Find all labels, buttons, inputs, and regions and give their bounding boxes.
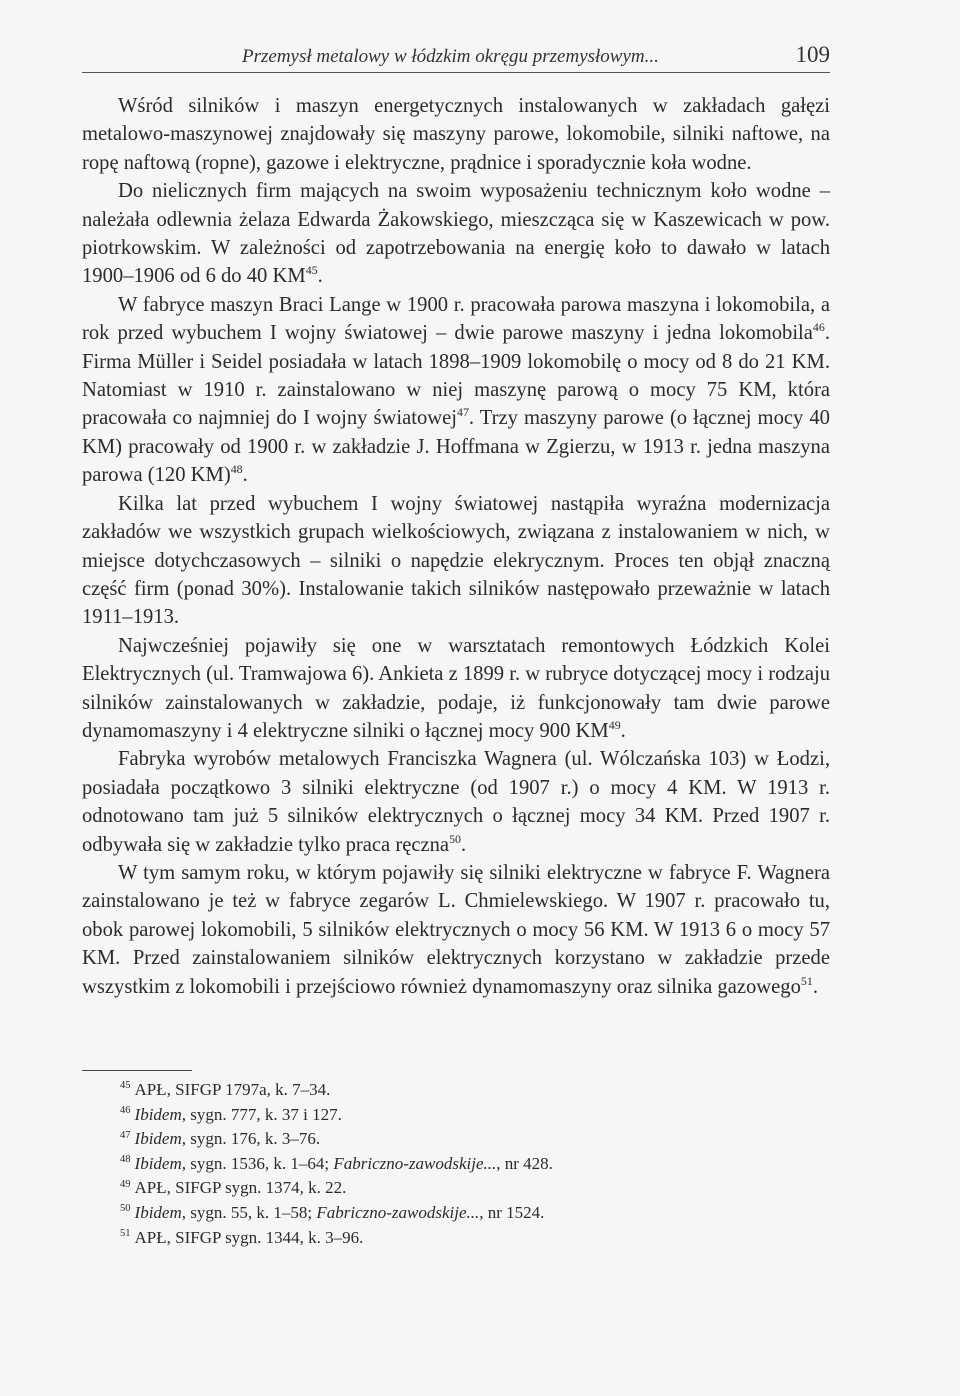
footnote-ref: 51 <box>800 973 813 988</box>
footnote <box>120 1103 820 1128</box>
footnote-italic: Fabriczno-zawodskije... <box>333 1153 497 1173</box>
text-run: Kilka lat przed wybuchem I wojny światowej nastąpiła wyraźna modernizacja zakładów we wszystkich grupach wielkościowych, związana z instalowaniem w nich, w miejsce dotychczasowych – silniki o napędzie elekrycznym. Proces ten objął znaczną część firm (ponad 30%). Instalowanie takich silników następowało przeważnie w latach 1911–1913. <box>82 492 830 629</box>
paragraph <box>82 632 830 746</box>
footnote-text: , sygn. 777, k. 37 i 127. <box>181 1104 342 1124</box>
footnote-text: APŁ, SIFGP sygn. 1374, k. 22. <box>134 1178 347 1198</box>
footnote-italic: Fabriczno-zawodskije... <box>316 1202 480 1222</box>
footnote-italic: Ibidem <box>134 1129 182 1149</box>
footnote-text: APŁ, SIFGP sygn. 1344, k. 3–96. <box>134 1227 364 1247</box>
text-run: . <box>461 833 467 856</box>
footnote-ref: 50 <box>449 831 462 846</box>
footnote-text: , nr 428. <box>496 1153 553 1173</box>
footnote-separator <box>82 1070 192 1071</box>
text-run: . <box>620 719 626 742</box>
text-run: . Trzy maszyny parowe (o łącznej mocy 40 KM) pracowały od 1900 r. w zakładzie J. Hoffmana w Zgierzu, w 1913 r. jedna maszyna parowa (120 KM) <box>82 407 830 487</box>
paragraph <box>82 859 830 1001</box>
footnote-number: 46 <box>120 1104 131 1116</box>
footnote-ref: 45 <box>305 263 318 278</box>
text-run: Najwcześniej pojawiły się one w warsztatach remontowych Łódzkich Kolei Elektrycznych (ul. Tramwajowa 6). Ankieta z 1899 r. w rubryce dotyczącej mocy i rodzaju silników zainstalowanych w zakładzie, podaje, iż funkcjonowały tam dwie parowe dynamomaszyny i 4 elektryczne silniki o łącznej mocy 900 KM <box>82 634 831 742</box>
text-run: Fabryka wyrobów metalowych Franciszka Wagnera (ul. Wólczańska 103) w Łodzi, posiadała początkowo 3 silniki elektryczne (od 1907 r.) o mocy 4 KM. W 1913 r. odnotowano tam już 5 silników elektrycznych o łącznej mocy 34 KM. Przed 1907 r. odbywała się w zakładzie tylko praca ręczna <box>82 748 830 856</box>
footnote <box>120 1201 820 1226</box>
footnote-ref: 47 <box>456 405 469 420</box>
text-run: . <box>812 975 818 998</box>
footnote-ref: 48 <box>230 462 243 477</box>
footnote-text: , nr 1524. <box>479 1202 545 1222</box>
text-run: Do nielicznych firm mających na swoim wyposażeniu technicznym koło wodne – należała odlewnia żelaza Edwarda Żakowskiego, mieszcząca się w Kaszewicach w pow. piotrkowskim. W zależności od zapotrzebowania na energię koło to dawało w latach 1900–1906 od 6 do 40 KM <box>82 180 830 288</box>
footnote-italic: Ibidem <box>134 1202 182 1222</box>
text-run: W fabryce maszyn Braci Lange w 1900 r. pracowała parowa maszyna i lokomobila, a rok przed wybuchem I wojny światowej – dwie parowe maszyny i jedna lokomobila <box>82 293 830 345</box>
body-text <box>82 92 830 1001</box>
page-number: 109 <box>795 42 830 67</box>
paragraph <box>82 177 830 291</box>
paragraph <box>82 291 830 490</box>
footnote-number: 45 <box>120 1080 131 1092</box>
text-run: . <box>242 464 248 487</box>
paragraph <box>82 745 830 859</box>
footnote-ref: 49 <box>608 718 621 733</box>
text-run: . Firma Müller i Seidel posiadała w latach 1898–1909 lokomobilę o mocy od 8 do 21 KM. Natomiast w 1910 r. zainstalowano w niej maszynę parową o mocy 75 KM, która pracowała co najmniej do I wojny światowej <box>82 322 830 430</box>
footnote-text: APŁ, SIFGP 1797a, k. 7–34. <box>134 1080 331 1099</box>
footnote-italic: Ibidem <box>134 1104 182 1124</box>
footnote-text: , sygn. 176, k. 3–76. <box>181 1129 321 1149</box>
footnote-text: , sygn. 1536, k. 1–64; <box>181 1153 334 1173</box>
footnote-text: , sygn. 55, k. 1–58; <box>181 1202 317 1222</box>
footnote <box>120 1127 820 1152</box>
footnote-ref: 46 <box>812 320 825 335</box>
footnote <box>120 1176 820 1201</box>
page-header <box>82 42 830 73</box>
footnote-number: 48 <box>120 1154 131 1166</box>
footnote-italic: Ibidem <box>134 1153 182 1173</box>
footnote-number: 51 <box>120 1227 131 1239</box>
running-title: Przemysł metalowy w łódzkim okręgu przemysłowym... <box>242 46 659 67</box>
footnotes <box>120 1078 820 1250</box>
footnote-number: 50 <box>120 1203 131 1215</box>
footnote <box>120 1226 820 1251</box>
paragraph <box>82 490 830 632</box>
paragraph <box>82 92 830 177</box>
footnote-number: 47 <box>120 1129 131 1141</box>
footnote <box>120 1152 820 1177</box>
footnote-number: 49 <box>120 1178 131 1190</box>
footnote <box>120 1078 820 1103</box>
text-run: W tym samym roku, w którym pojawiły się silniki elektryczne w fabryce F. Wagnera zainstalowano je też w fabryce zegarów L. Chmielewskiego. W 1907 r. pracowało tu, obok parowej lokomobili, 5 silników elektrycznych o mocy 56 KM. W 1913 6 o mocy 57 KM. Przed zainstalowaniem silników elektrycznych korzystano w zakładzie przede wszystkim z lokomobili i przejściowo również dynamomaszyny oraz silnika gazowego <box>82 861 830 998</box>
text-run: Wśród silników i maszyn energetycznych instalowanych w zakładach gałęzi metalowo-maszynowej znajdowały się maszyny parowe, lokomobile, silniki naftowe, na ropę naftową (ropne), gazowe i elektryczne, prądnice i sporadycznie koła wodne. <box>82 95 830 174</box>
text-run: . <box>317 265 323 288</box>
